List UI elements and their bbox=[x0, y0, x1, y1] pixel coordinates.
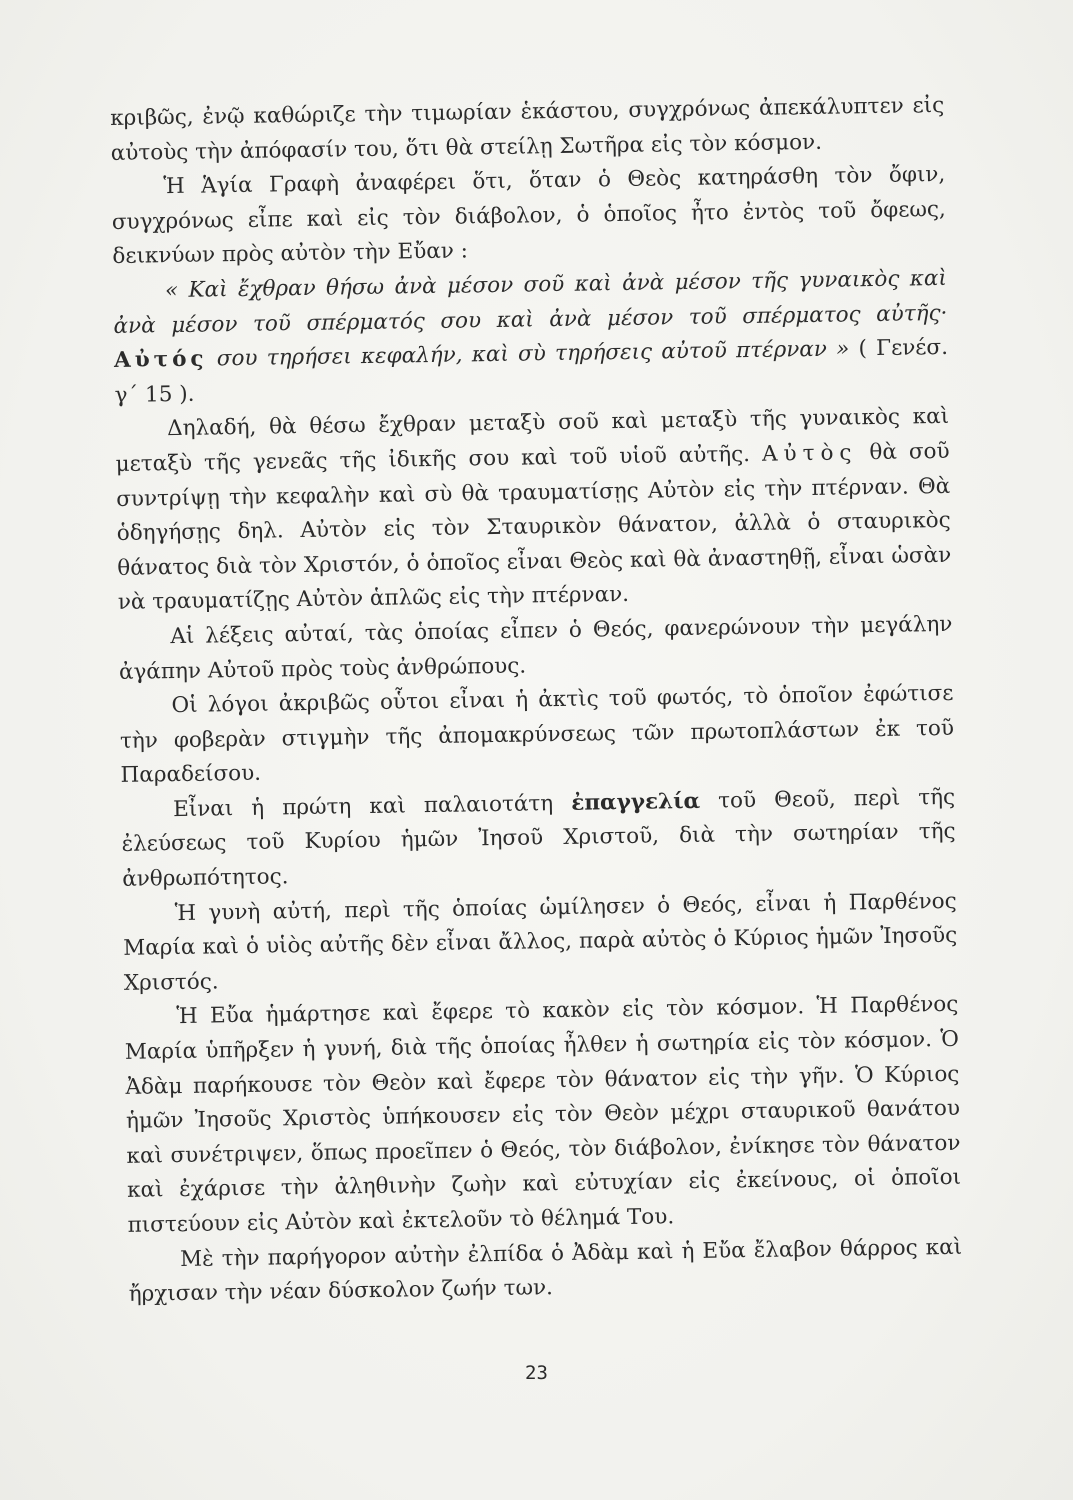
quote-emphasis: Αὐτός bbox=[113, 346, 208, 374]
paragraph-3-part-a: Δηλαδή, θὰ θέσω ἔχθραν μεταξὺ σοῦ καὶ μεταξὺ τῆς γυναικὸς καὶ μεταξὺ τῆς γενεᾶς τῆς ἰδικῆς σου καὶ τοῦ υἱοῦ αὐτῆς. bbox=[115, 404, 950, 477]
paragraph-8: Ἡ Εὔα ἡμάρτησε καὶ ἔφερε τὸ κακὸν εἰς τὸν κόσμον. Ἡ Παρθένος Μαρία ὑπῆρξεν ἡ γυνή, διὰ τῆς ὁποίας ἦλθεν ἡ σωτηρία εἰς τὸν κόσμον. Ὁ Ἀδὰμ παρήκουσε τὸν Θεὸν καὶ ἔφερε τὸν θάνατον εἰς τὴν γῆν. Ὁ Κύριος ἡμῶν Ἰησοῦς Χριστὸς ὑπήκουσεν εἰς τὸν Θεὸν μέχρι σταυρικοῦ θανάτου καὶ συνέτριψεν, ὅπως προεῖπεν ὁ Θεός, τὸν διάβολον, ἐνίκησε τὸν θάνατον καὶ ἐχάρισε τὴν ἀληθινὴν ζωὴν καὶ εὐτυχίαν εἰς ἐκείνους, οἱ ὁποῖοι πιστεύουν εἰς Αὐτὸν καὶ ἐκτελοῦν τὸ θέλημά Του. bbox=[124, 992, 962, 1238]
quote-part-a: « Καὶ ἔχθραν θήσω ἀνὰ μέσον σοῦ καὶ ἀνὰ μέσον τῆς γυναικὸς καὶ ἀνὰ μέσον τοῦ σπέρματός σου καὶ ἀνὰ μέσον τοῦ σπέρματος αὐτῆς· bbox=[113, 265, 948, 339]
page-number: 23 bbox=[525, 1362, 548, 1384]
paragraph-3-part-c: θὰ σοῦ συντρίψῃ τὴν κεφαλὴν καὶ σὺ θὰ τραυματίσῃς Αὐτὸν εἰς τὴν πτέρναν. Θὰ ὁδηγήσῃς δηλ. Αὐτὸν εἰς τὸν Σταυρικὸν θάνατον, ἀλλὰ ὁ σταυρικὸς θάνατος διὰ τὸν Χριστόν, ὁ ὁποῖος εἶναι Θεὸς καὶ θὰ ἀναστηθῇ, εἶναι ὡσὰν νὰ τραυματίζῃς Αὐτὸν ἁπλῶς εἰς τὴν πτέρναν. bbox=[116, 438, 952, 616]
paragraph-3 bbox=[115, 400, 952, 621]
paragraph-2: Ἡ Ἁγία Γραφὴ ἀναφέρει ὅτι, ὅταν ὁ Θεὸς κατηράσθη τὸν ὄφιν, συγχρόνως εἶπε καὶ εἰς τὸν διάβολον, ὁ ὁποῖος ἦτο ἐντὸς τοῦ ὄφεως, δεικνύων πρὸς αὐτὸν τὴν Εὔαν : bbox=[111, 162, 946, 270]
body-text bbox=[110, 89, 963, 1313]
scripture-quote bbox=[113, 262, 949, 413]
paragraph-6 bbox=[121, 781, 957, 898]
quote-part-c: σου τηρήσει κεφαλήν, καὶ σὺ τηρήσεις αὐτοῦ πτέρναν » bbox=[216, 336, 850, 372]
paragraph-1: κριβῶς, ἐνῷ καθώριζε τὴν τιμωρίαν ἑκάστου, συγχρόνως ἀπεκάλυπτεν εἰς αὐτοὺς τὴν ἀπόφασίν του, ὅτι θὰ στείλῃ Σωτῆρα εἰς τὸν κόσμον. bbox=[110, 92, 945, 166]
paragraph-9: Μὲ τὴν παρήγορον αὐτὴν ἐλπίδα ὁ Ἀδὰμ καὶ ἡ Εὔα ἔλαβον θάρρος καὶ ἤρχισαν τὴν νέαν δύσκολον ζωήν των. bbox=[128, 1234, 963, 1308]
paragraph-6-part-c: τοῦ Θεοῦ, περὶ τῆς ἐλεύσεως τοῦ Κυρίου ἡμῶν Ἰησοῦ Χριστοῦ, διὰ τὴν σωτηρίαν τῆς ἀνθρωπότητος. bbox=[121, 784, 956, 892]
paragraph-7: Ἡ γυνὴ αὐτή, περὶ τῆς ὁποίας ὡμίλησεν ὁ Θεός, εἶναι ἡ Παρθένος Μαρία καὶ ὁ υἱὸς αὐτῆς δὲν εἶναι ἄλλος, παρὰ αὐτὸς ὁ Κύριος ἡμῶν Ἰησοῦς Χριστός. bbox=[123, 888, 958, 996]
paragraph-5: Οἱ λόγοι ἀκριβῶς οὗτοι εἶναι ἡ ἀκτὶς τοῦ φωτός, τὸ ὁποῖον ἐφώτισε τὴν φοβερὰν στιγμὴν τῆς ἀπομακρύνσεως τῶν πρωτοπλάστων ἐκ τοῦ Παραδείσου. bbox=[119, 680, 955, 789]
paragraph-6-part-a: Εἶναι ἡ πρώτη καὶ παλαιοτάτη bbox=[172, 791, 554, 822]
paragraph-6-emphasis: ἐπαγγελία bbox=[571, 788, 701, 816]
quote-reference: ( Γενέσ. γ΄ 15 ). bbox=[114, 335, 949, 408]
paragraph-4: Αἱ λέξεις αὐταί, τὰς ὁποίας εἶπεν ὁ Θεός, φανερώνουν τὴν μεγάλην ἀγάπην Αὐτοῦ πρὸς τοὺς ἀνθρώπους. bbox=[118, 611, 953, 685]
paragraph-3-emphasis: Αὐτὸς bbox=[761, 440, 858, 467]
